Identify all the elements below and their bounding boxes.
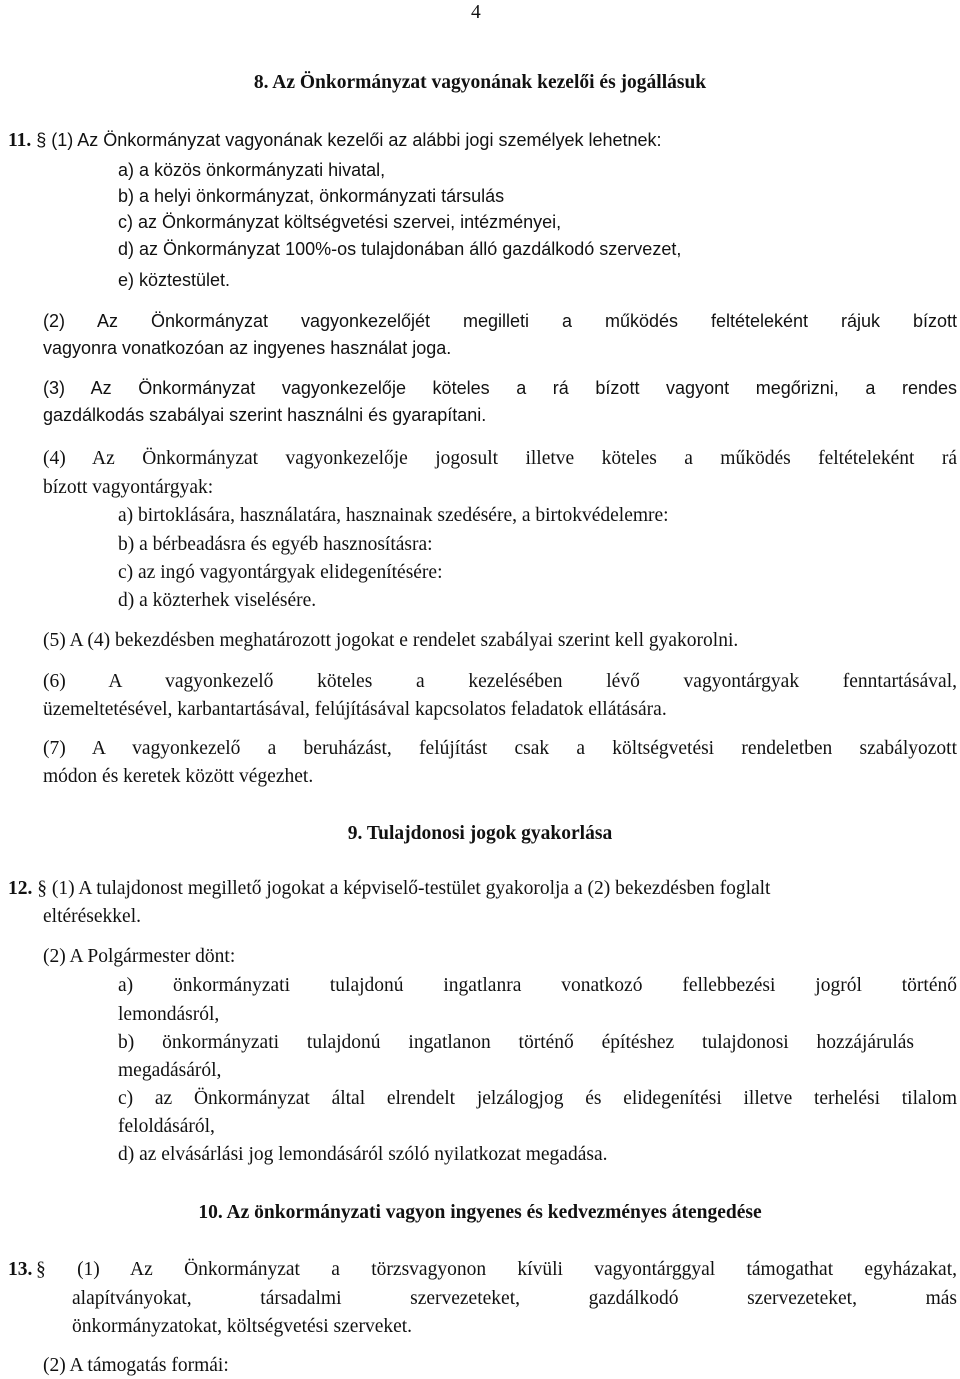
paragraph-11-item-e: e) köztestület. bbox=[118, 270, 231, 290]
paragraph-11-5: (5) A (4) bekezdésben meghatározott jogokat e rendelet szabályai szerint kell gyakorolni. bbox=[43, 630, 739, 651]
paragraph-13-line-1: § (1) Az Önkormányzat a törzsvagyonon kívüli vagyontárggyal támogathat egyházakat, bbox=[36, 1259, 957, 1280]
paragraph-12-2-item-a-line-1: a) önkormányzati tulajdonú ingatlanra vonatkozó fellebbezési jogról történő bbox=[118, 975, 957, 996]
paragraph-13-line-3: önkormányzatokat, költségvetési szerveket. bbox=[72, 1316, 413, 1337]
paragraph-11-4-item-d: d) a közterhek viselésére. bbox=[118, 590, 317, 611]
paragraph-11-4-item-a: a) birtoklására, használatára, hasznainak szedésére, a birtokvédelemre: bbox=[118, 505, 669, 526]
paragraph-13-number: 13. bbox=[8, 1259, 33, 1280]
paragraph-11-item-b: b) a helyi önkormányzat, önkormányzati társulás bbox=[118, 186, 505, 206]
paragraph-12-2-item-b-line-2: megadásáról, bbox=[118, 1060, 222, 1081]
paragraph-11-4-line-1: (4) Az Önkormányzat vagyonkezelője jogosult illetve köteles a működés feltételeként rá bbox=[43, 448, 957, 469]
paragraph-11-number: 11. bbox=[8, 130, 32, 151]
page-number: 4 bbox=[471, 2, 481, 23]
paragraph-11-item-a: a) a közös önkormányzati hivatal, bbox=[118, 160, 386, 180]
paragraph-12-line-1 bbox=[8, 878, 770, 900]
paragraph-11-6-line-1: (6) A vagyonkezelő köteles a kezelésében lévő vagyontárgyak fenntartásával, bbox=[43, 671, 957, 692]
paragraph-11-3-line-2: gazdálkodás szabályai szerint használni és gyarapítani. bbox=[43, 405, 487, 425]
paragraph-12-2-item-a-line-2: lemondásról, bbox=[118, 1004, 220, 1025]
paragraph-11-4-item-c: c) az ingó vagyontárgyak elidegenítésére: bbox=[118, 562, 443, 583]
paragraph-11-7-line-1: (7) A vagyonkezelő a beruházást, felújítást csak a költségvetési rendeletben szabályozott bbox=[43, 738, 957, 759]
paragraph-11-4-line-2: bízott vagyontárgyak: bbox=[43, 477, 214, 498]
paragraph-12-2-item-c-line-1: c) az Önkormányzat által elrendelt jelzálogjog és elidegenítési illetve terhelési tilalom bbox=[118, 1088, 957, 1109]
paragraph-12-2-item-b-line-1: b) önkormányzati tulajdonú ingatlanon történő építéshez tulajdonosi hozzájárulás bbox=[118, 1032, 914, 1053]
paragraph-12-line-2: eltérésekkel. bbox=[43, 906, 141, 927]
paragraph-11-text: § (1) Az Önkormányzat vagyonának kezelői az alábbi jogi személyek lehetnek: bbox=[36, 130, 662, 150]
paragraph-12-2-item-d: d) az elvásárlási jog lemondásáról szóló nyilatkozat megadása. bbox=[118, 1144, 608, 1165]
paragraph-11-item-d: d) az Önkormányzat 100%-os tulajdonában álló gazdálkodó szervezet, bbox=[118, 239, 682, 259]
paragraph-11-4-item-b: b) a bérbeadásra és egyéb hasznosításra: bbox=[118, 534, 433, 555]
paragraph-12-2-item-c-line-2: feloldásáról, bbox=[118, 1116, 215, 1137]
section-8-heading: 8. Az Önkormányzat vagyonának kezelői és jogállásuk bbox=[253, 72, 707, 93]
paragraph-12-text: § (1) A tulajdonost megillető jogokat a képviselő-testület gyakorolja a (2) bekezdésben foglalt bbox=[37, 878, 771, 899]
paragraph-13-2-intro: (2) A támogatás formái: bbox=[43, 1355, 229, 1376]
paragraph-11-3-line-1: (3) Az Önkormányzat vagyonkezelője köteles a rá bízott vagyont megőrizni, a rendes bbox=[43, 378, 957, 398]
paragraph-11-6-line-2: üzemeltetésével, karbantartásával, felújításával kapcsolatos feladatok ellátására. bbox=[43, 699, 667, 720]
paragraph-11-2-line-1: (2) Az Önkormányzat vagyonkezelőjét megilleti a működés feltételeként rájuk bízott bbox=[43, 311, 957, 331]
paragraph-11-item-c: c) az Önkormányzat költségvetési szervei, intézményei, bbox=[118, 212, 562, 232]
paragraph-12-2-intro: (2) A Polgármester dönt: bbox=[43, 946, 236, 967]
paragraph-11-2-line-2: vagyonra vonatkozóan az ingyenes használat joga. bbox=[43, 338, 452, 358]
paragraph-11-line-1 bbox=[8, 130, 662, 152]
paragraph-13-line-2: alapítványokat, társadalmi szervezeteket, gazdálkodó szervezeteket, más bbox=[72, 1288, 957, 1309]
section-9-heading: 9. Tulajdonosi jogok gyakorlása bbox=[347, 823, 613, 844]
section-10-heading: 10. Az önkormányzati vagyon ingyenes és kedvezményes átengedése bbox=[198, 1202, 762, 1223]
paragraph-11-7-line-2: módon és keretek között végezhet. bbox=[43, 766, 314, 787]
paragraph-12-number: 12. bbox=[8, 878, 33, 899]
